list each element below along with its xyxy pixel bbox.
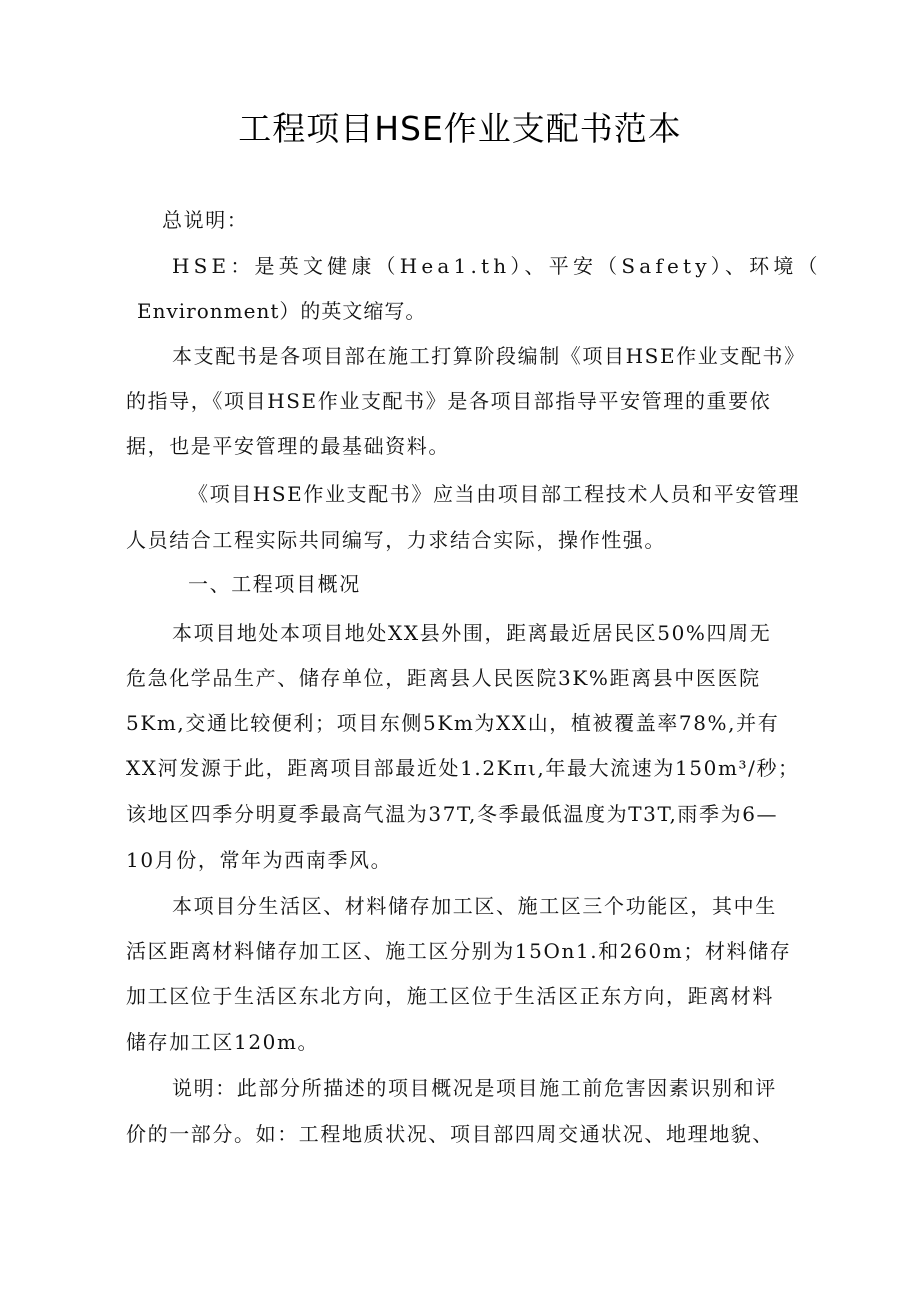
paragraph-line: 本支配书是各项目部在施工打算阶段编制《项目HSE作业支配书》 xyxy=(172,344,806,368)
paragraph-line: 价的一部分。如：工程地质状况、项目部四周交通状况、地理地貌、 xyxy=(126,1122,774,1146)
paragraph-line: XX河发源于此，距离项目部最近处1.2Kπι,年最大流速为150m³/秒； xyxy=(126,756,800,780)
paragraph-line: 活区距离材料储存加工区、施工区分别为15On1.和260m；材料储存 xyxy=(126,939,792,963)
paragraph-line: 本项目分生活区、材料储存加工区、施工区三个功能区，其中生 xyxy=(172,894,777,918)
paragraph-line: 本项目地处本项目地处XX县外围，距离最近居民区50%四周无 xyxy=(172,621,772,645)
paragraph-line: 5Km,交通比较便利；项目东侧5Km为XX山，植被覆盖率78%,并有 xyxy=(126,711,780,735)
paragraph-line: 10月份，常年为西南季风。 xyxy=(126,848,393,872)
paragraph-line: 危急化学品生产、储存单位，距离县人民医院3K%距离县中医医院 xyxy=(126,666,761,690)
paragraph-line: Environment）的英文缩写。 xyxy=(137,299,427,323)
paragraph-line: 《项目HSE作业支配书》应当由项目部工程技术人员和平安管理 xyxy=(188,482,801,506)
paragraph-line: 的指导，《项目HSE作业支配书》是各项目部指导平安管理的重要依 xyxy=(126,389,772,413)
paragraph-line: 该地区四季分明夏季最高气温为37T,冬季最低温度为T3T,雨季为6— xyxy=(126,802,779,826)
paragraph-line: 人员结合工程实际共同编写，力求结合实际，操作性强。 xyxy=(126,528,666,552)
paragraph-line: 储存加工区120m。 xyxy=(126,1030,320,1054)
section-heading: 一、工程项目概况 xyxy=(188,572,361,596)
paragraph-line: HSE：是英文健康（Hea1.th）、平安（Safety）、环境（ xyxy=(172,254,822,278)
paragraph-line: 加工区位于生活区东北方向，施工区位于生活区正东方向，距离材料 xyxy=(126,984,774,1008)
page-title: 工程项目HSE作业支配书范本 xyxy=(238,109,682,148)
paragraph-line: 据，也是平安管理的最基础资料。 xyxy=(126,434,450,458)
paragraph-line: 说明：此部分所描述的项目概况是项目施工前危害因素识别和评 xyxy=(172,1076,777,1100)
paragraph-line: 总说明： xyxy=(162,208,249,232)
